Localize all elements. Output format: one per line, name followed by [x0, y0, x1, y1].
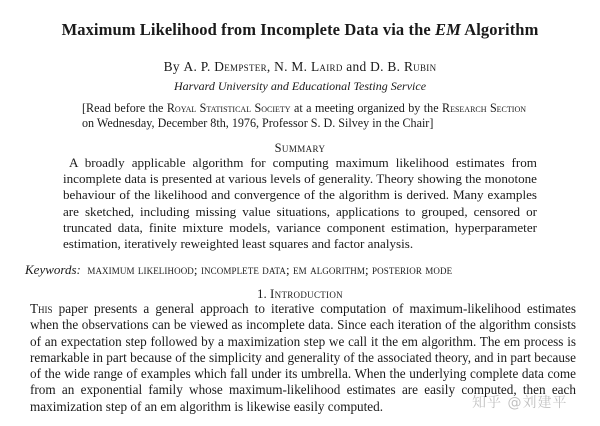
keywords-line: [25, 262, 585, 278]
paper-title: [0, 20, 600, 40]
authors-by: By: [163, 59, 184, 74]
authors-sep: ,: [266, 59, 275, 74]
section-title: Introduction: [270, 286, 343, 301]
abstract-text: A broadly applicable algorithm for computing maximum likelihood estimates from incomplete data is presented at various levels of generality. Theory showing the monotone behaviour of the likelihood and convergence of the algorithm is derived. Many examples are sketched, including missing value situations, applications to grouped, censored or truncated data, finite mixture models, variance component estimation, hyperparameter estimation, iteratively reweighted least squares and factor analysis.: [63, 155, 537, 252]
intro-first-word: This: [30, 301, 53, 316]
read-before-note: [82, 101, 526, 131]
summary-heading: Summary: [274, 141, 326, 155]
section-number: 1.: [257, 286, 271, 301]
title-suffix: Algorithm: [460, 20, 539, 39]
watermark: 知乎 @刘建平: [472, 395, 568, 411]
read-before-part1: [Read before the: [82, 101, 167, 115]
society-name: Royal Statistical Society: [166, 101, 291, 115]
author-laird: N. M. Laird: [274, 59, 343, 74]
authors-and: and: [342, 59, 371, 74]
research-section: Research Section: [442, 101, 527, 115]
read-before-part2: at a meeting organized by the: [290, 101, 442, 115]
introduction-paragraph: [30, 301, 576, 415]
intro-body: paper presents a general approach to iterative computation of maximum-likelihood estimates when the observations can be viewed as incomplete data. Since each iteration of the algorithm consists of an expectation step followed by a maximization step we call it the em algorithm. The em process is remarkable in part because of the simplicity and generality of the associated theory, and in part because of the wide range of examples which fall under its umbrella. When the underlying complete data come from an exponential family whose maximum-likelihood estimates are easily computed, then each maximization step of an em algorithm is likewise easily computed.: [30, 301, 576, 414]
keywords-list: maximum likelihood; incomplete data; em algorithm; posterior mode: [87, 262, 453, 277]
author-rubin: D. B. Rubin: [370, 59, 437, 74]
author-line: [0, 59, 600, 75]
author-dempster: A. P. Dempster: [183, 59, 267, 74]
title-prefix: Maximum Likelihood from Incomplete Data via the: [61, 20, 435, 39]
title-em: EM: [435, 20, 461, 39]
section-heading: [0, 286, 600, 302]
read-before-part3: on Wednesday, December 8th, 1976, Professor S. D. Silvey in the Chair]: [82, 116, 434, 130]
keywords-label: Keywords:: [25, 262, 81, 277]
affiliation: Harvard University and Educational Testing Service: [173, 79, 427, 93]
